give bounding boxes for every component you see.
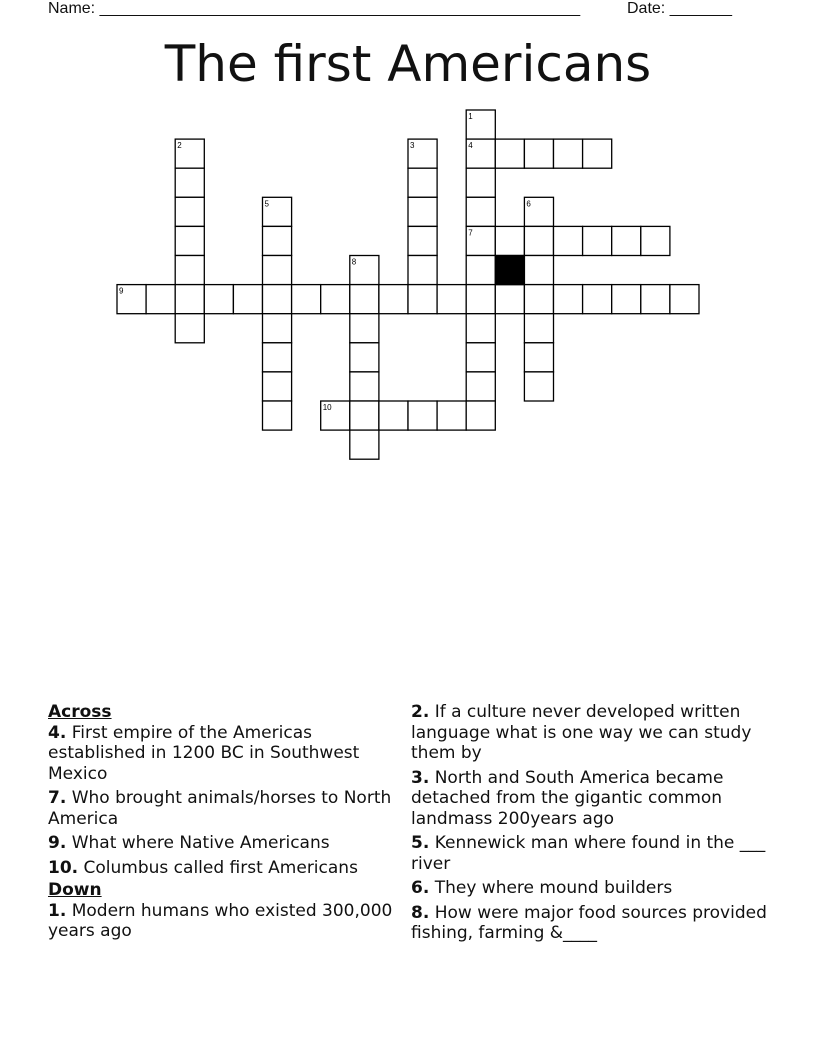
clue-number-7: 7 <box>468 228 473 238</box>
grid-cell[interactable] <box>175 226 204 255</box>
grid-cell[interactable] <box>292 285 321 314</box>
grid-cell[interactable] <box>263 314 292 343</box>
grid-cell[interactable] <box>408 226 437 255</box>
grid-cell[interactable] <box>466 372 495 401</box>
clue-number-9: 9 <box>119 286 124 296</box>
grid-cell[interactable] <box>466 168 495 197</box>
black-cell <box>495 256 524 285</box>
clue-number-8: 8 <box>351 257 357 267</box>
grid-cell[interactable] <box>408 401 437 430</box>
clue-number-10: 10 <box>322 403 332 412</box>
grid-cell[interactable] <box>583 226 612 255</box>
grid-cell[interactable] <box>524 139 553 168</box>
grid-cell[interactable] <box>350 401 379 430</box>
grid-cell[interactable] <box>350 343 379 372</box>
grid-cell[interactable] <box>379 285 408 314</box>
grid-cell[interactable] <box>350 372 379 401</box>
grid-cell[interactable] <box>233 285 262 314</box>
grid-cell[interactable] <box>175 314 204 343</box>
clue-down-3: 3. North and South America became detached from the gigantic common landmass 200years ago <box>411 767 724 829</box>
grid-cell[interactable] <box>466 314 495 343</box>
clue-number-5: 5 <box>264 199 269 209</box>
clue-number-3: 3 <box>410 141 415 151</box>
clues-left-column <box>48 702 400 946</box>
grid-cell[interactable] <box>583 139 612 168</box>
grid-cell[interactable] <box>466 343 495 372</box>
clue-number-4: 4 <box>468 141 473 151</box>
grid-cell[interactable] <box>583 285 612 314</box>
grid-cell[interactable] <box>263 401 292 430</box>
grid-cell[interactable] <box>466 256 495 285</box>
grid-cell[interactable] <box>437 285 466 314</box>
grid-cell[interactable] <box>408 197 437 226</box>
clue-down-2: 2. If a culture never developed written language what is one way we can study them by <box>411 702 752 763</box>
grid-cell[interactable] <box>408 285 437 314</box>
name-field-line: Name: ______________________________________________________ <box>48 0 581 17</box>
grid-cell[interactable] <box>554 226 583 255</box>
grid-cell[interactable] <box>524 285 553 314</box>
grid-cell[interactable] <box>495 226 524 255</box>
grid-cell[interactable] <box>175 197 204 226</box>
grid-cell[interactable] <box>524 256 553 285</box>
grid-cell[interactable] <box>466 285 495 314</box>
puzzle-title: The first Americans <box>164 35 652 93</box>
grid-cell[interactable] <box>524 343 553 372</box>
clue-number-1: 1 <box>468 112 473 121</box>
grid-cell[interactable] <box>263 226 292 255</box>
grid-cell[interactable] <box>408 168 437 197</box>
grid-cell[interactable] <box>175 256 204 285</box>
crossword-grid <box>0 0 816 480</box>
grid-cell[interactable] <box>263 256 292 285</box>
across-heading: Across <box>48 702 112 722</box>
grid-cell[interactable] <box>612 285 641 314</box>
grid-cell[interactable] <box>524 226 553 255</box>
grid-cell[interactable] <box>263 372 292 401</box>
grid-cell[interactable] <box>350 285 379 314</box>
clue-down-1: 1. Modern humans who existed 300,000 years ago <box>48 900 393 941</box>
clue-across-4: 4. First empire of the Americas established in 1200 BC in Southwest Mexico <box>48 722 360 784</box>
grid-cell[interactable] <box>263 343 292 372</box>
grid-cell[interactable] <box>466 401 495 430</box>
date-field-line: Date: _______ <box>627 0 732 17</box>
clue-down-6: 6. They where mound builders <box>411 878 673 898</box>
grid-cell[interactable] <box>379 401 408 430</box>
down-heading: Down <box>48 880 102 900</box>
grid-cell[interactable] <box>263 285 292 314</box>
grid-cell[interactable] <box>612 226 641 255</box>
clue-down-8: 8. How were major food sources provided fishing, farming &____ <box>411 902 767 943</box>
grid-cell[interactable] <box>495 139 524 168</box>
clue-across-10: 10. Columbus called first Americans <box>48 857 358 878</box>
grid-cell[interactable] <box>554 139 583 168</box>
grid-cell[interactable] <box>350 430 379 459</box>
clue-number-6: 6 <box>526 199 531 209</box>
grid-cell[interactable] <box>641 285 670 314</box>
clue-number-2: 2 <box>177 141 182 151</box>
grid-cell[interactable] <box>321 285 350 314</box>
grid-cell[interactable] <box>204 285 233 314</box>
grid-cell[interactable] <box>350 314 379 343</box>
grid-cell[interactable] <box>670 285 699 314</box>
clue-across-7: 7. Who brought animals/horses to North America <box>48 788 392 829</box>
clue-across-9: 9. What where Native Americans <box>48 833 330 853</box>
grid-cell[interactable] <box>408 256 437 285</box>
grid-cell[interactable] <box>175 285 204 314</box>
clues-right-column <box>411 702 771 948</box>
grid-cell[interactable] <box>495 285 524 314</box>
grid-cell[interactable] <box>524 314 553 343</box>
grid-cell[interactable] <box>641 226 670 255</box>
grid-cell[interactable] <box>437 401 466 430</box>
grid-cell[interactable] <box>146 285 175 314</box>
grid-cell[interactable] <box>466 197 495 226</box>
grid-cell[interactable] <box>524 372 553 401</box>
grid-cell[interactable] <box>175 168 204 197</box>
clue-down-5: 5. Kennewick man where found in the ___ river <box>411 833 766 874</box>
grid-cell[interactable] <box>554 285 583 314</box>
